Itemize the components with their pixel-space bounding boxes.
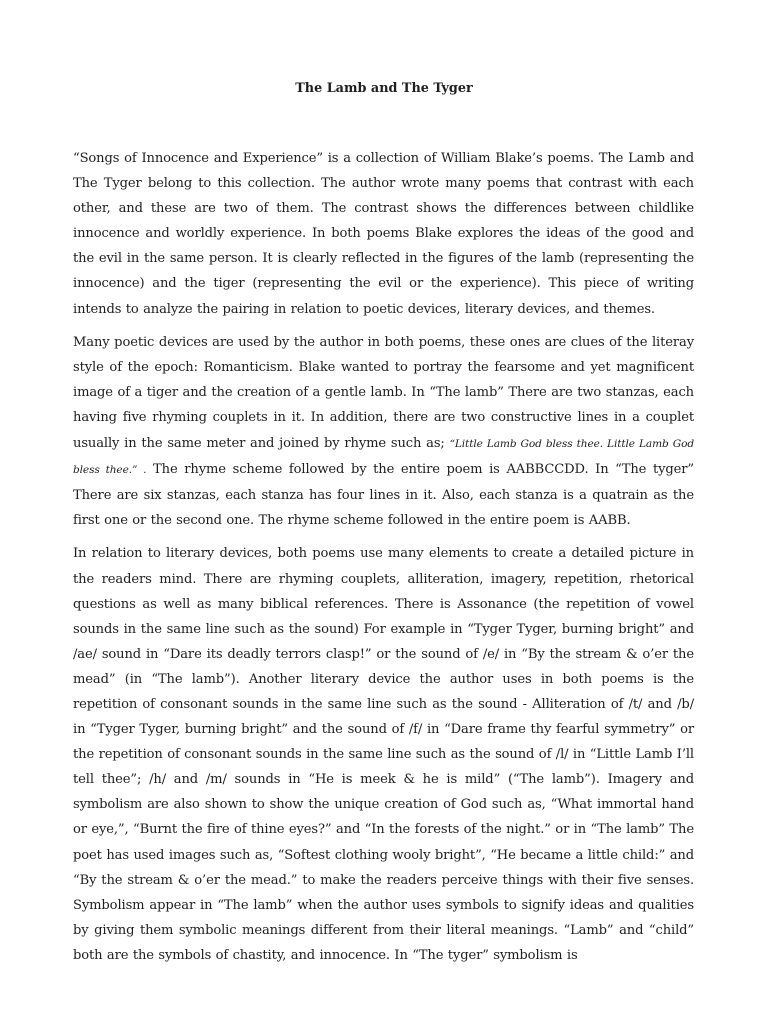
document-title: The Lamb and The Tyger: [295, 81, 473, 96]
paragraph-poetic-devices-text-end: The rhyme scheme followed by the entire poem is AABBCCDD. In “The tyger” There are six stanzas, each stanza has four lines in it. Also, each stanza is a quatrain as the first one or the second one. The rhyme scheme followed in the entire poem is AABB.: [73, 461, 695, 528]
paragraph-literary-devices: In relation to literary devices, both poems use many elements to create a detailed picture in the readers mind. There are rhyming couplets, alliteration, imagery, repetition, rhetorical questions as well as many biblical references. There is Assonance (the repetition of vowel sounds in the same line such as the sound) For example in “Tyger Tyger, burning bright” and /ae/ sound in “Dare its deadly terrors clasp!” or the sound of /e/ in “By the stream & o’er the mead” (in “The lamb”). Another literary device the author uses in both poems is the repetition of consonant sounds in the same line such as the sound - Alliteration of /t/ and /b/ in “Tyger Tyger, burning bright” and the sound of /f/ in “Dare frame thy fearful symmetry” or the repetition of consonant sounds in the same line such as the sound of /l/ in “Little Lamb I’ll tell thee”; /h/ and /m/ sounds in “He is meek & he is mild” (“The lamb”). Imagery and symbolism are also shown to show the unique creation of God such as, “What immortal hand or eye,”, “Burnt the fire of thine eyes?” and “In the forests of the night.” or in “The lamb” The poet has used images such as, “Softest clothing wooly bright”, “He became a little child:” and “By the stream & o’er the mead.” to make the readers perceive things with their five senses. Symbolism appear in “The lamb” when the author uses symbols to signify ideas and qualities by giving them symbolic meanings different from their literal meanings. “Lamb” and “child” both are the symbols of chastity, and innocence. In “The tyger” symbolism is: [73, 546, 694, 963]
paragraph-poetic-devices: [73, 330, 694, 533]
document-body: [73, 146, 694, 977]
inline-quote-little-lamb: “Little Lamb God bless thee. Little Lamb God bless thee.” .: [73, 437, 694, 476]
paragraph-poetic-devices-text-start: Many poetic devices are used by the author in both poems, these ones are clues of the literay style of the epoch: Romanticism. Blake wanted to portray the fearsome and yet magnificent image of a tiger and the creation of a gentle lamb. In “The lamb” There are two stanzas, each having five rhyming couplets in it. In addition, there are two constructive lines in a couplet usually in the same meter and joined by rhyme such as;: [73, 335, 694, 451]
paragraph-intro: “Songs of Innocence and Experience” is a collection of William Blake’s poems. The Lamb and The Tyger belong to this collection. The author wrote many poems that contrast with each other, and these are two of them. The contrast shows the differences between childlike innocence and worldly experience. In both poems Blake explores the ideas of the good and the evil in the same person. It is clearly reflected in the figures of the lamb (representing the innocence) and the tiger (representing the evil or the experience). This piece of writing intends to analyze the pairing in relation to poetic devices, literary devices, and themes.: [73, 151, 694, 317]
